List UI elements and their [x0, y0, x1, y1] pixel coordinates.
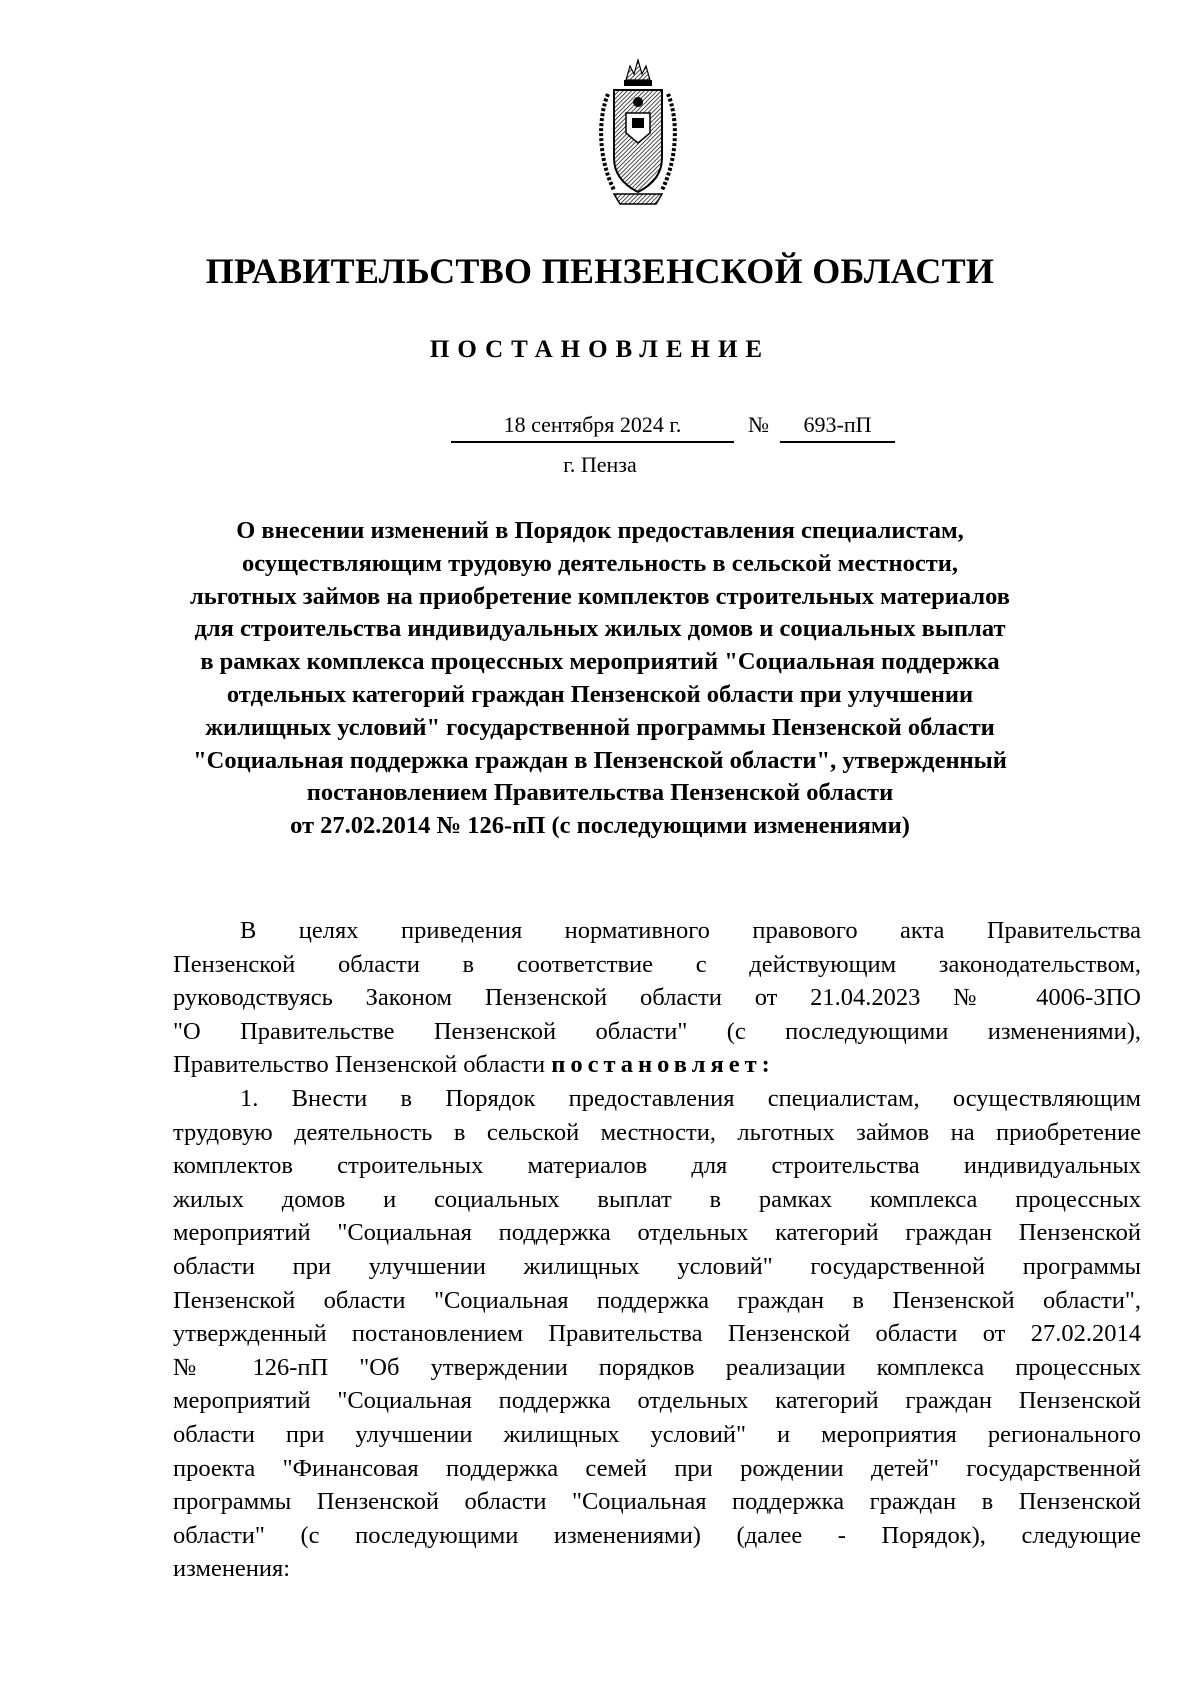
item-line: проекта "Финансовая поддержка семей при рождении детей" государственной: [173, 1454, 1141, 1482]
item-line: области при улучшении жилищных условий" и мероприятия регионального: [173, 1420, 1141, 1448]
item-line: 1. Внести в Порядок предоставления специалистам, осуществляющим: [240, 1084, 1141, 1112]
item-line: утвержденный постановлением Правительства Пензенской области от 27.02.2014: [173, 1320, 1141, 1348]
preamble-line: Пензенской области в соответствие с действующим законодательством,: [173, 950, 1141, 978]
city: г. Пенза: [563, 452, 637, 477]
date-number-line: [0, 411, 1200, 443]
preamble-line: руководствуясь Законом Пензенской области от 21.04.2023 № 4006-ЗПО: [173, 984, 1141, 1012]
subject-line: отдельных категорий граждан Пензенской области при улучшении: [226, 680, 974, 708]
item-line: трудовую деятельность в сельской местности, льготных займов на приобретение: [173, 1118, 1141, 1146]
item-line: мероприятий "Социальная поддержка отдельных категорий граждан Пензенской: [173, 1387, 1141, 1415]
document-number: 693-пП: [780, 411, 895, 443]
item-line: № 126-пП "Об утверждении порядков реализации комплекса процессных: [173, 1353, 1141, 1381]
government-title: ПРАВИТЕЛЬСТВО ПЕНЗЕНСКОЙ ОБЛАСТИ: [205, 251, 995, 291]
preamble-line: "О Правительстве Пензенской области" (с последующими изменениями),: [173, 1017, 1141, 1045]
item-line: изменения:: [173, 1555, 291, 1583]
item-line: Пензенской области "Социальная поддержка граждан в Пензенской области",: [173, 1286, 1141, 1314]
subject-line: в рамках комплекса процессных мероприятий "Социальная поддержка: [200, 648, 1000, 676]
subject-line: от 27.02.2014 № 126-пП (с последующими изменениями): [290, 812, 910, 840]
subject-line: "Социальная поддержка граждан в Пензенской области", утвержденный: [193, 746, 1007, 774]
document-body: [173, 914, 1141, 1586]
item-line: мероприятий "Социальная поддержка отдельных категорий граждан Пензенской: [173, 1219, 1141, 1247]
decree-word: постановляет:: [551, 1051, 775, 1079]
subject-line: постановлением Правительства Пензенской области: [306, 779, 894, 807]
subject-line: осуществляющим трудовую деятельность в сельской местности,: [242, 549, 958, 577]
document-type: ПОСТАНОВЛЕНИЕ: [429, 336, 771, 363]
subject-line: для строительства индивидуальных жилых домов и социальных выплат: [194, 615, 1006, 643]
preamble-line: Правительство Пензенской области: [173, 1051, 546, 1079]
document-subject: [170, 515, 1030, 843]
preamble-line: В целях приведения нормативного правового акта Правительства: [240, 917, 1141, 944]
subject-line: льготных займов на приобретение комплектов строительных материалов: [190, 582, 1010, 610]
subject-line: О внесении изменений в Порядок предоставления специалистам,: [236, 517, 964, 544]
document-date: 18 сентября 2024 г.: [451, 411, 734, 443]
item-line: области" (с последующими изменениями) (далее - Порядок), следующие: [173, 1521, 1141, 1549]
preamble-line-final: [173, 1048, 1141, 1082]
subject-line: жилищных условий" государственной программы Пензенской области: [205, 713, 995, 741]
coat-of-arms-emblem: [596, 58, 680, 206]
item-line: программы Пензенской области "Социальная поддержка граждан в Пензенской: [173, 1488, 1141, 1516]
item-line: жилых домов и социальных выплат в рамках комплекса процессных: [173, 1185, 1141, 1213]
item-line: области при улучшении жилищных условий" государственной программы: [173, 1252, 1141, 1280]
number-sign: №: [748, 412, 769, 437]
item-line: комплектов строительных материалов для строительства индивидуальных: [173, 1152, 1141, 1180]
